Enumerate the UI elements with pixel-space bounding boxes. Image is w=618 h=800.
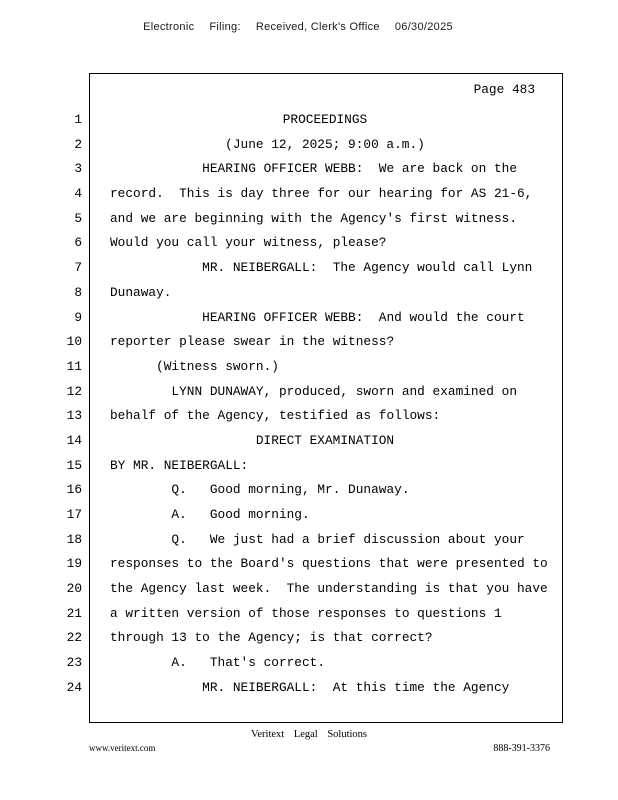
- efiling-stamp-word: Electronic: [143, 21, 195, 33]
- line-text: behalf of the Agency, testified as follows:: [110, 408, 441, 424]
- transcript-line: [0, 503, 618, 528]
- line-number: 22: [66, 630, 82, 646]
- transcript-lines: [0, 108, 618, 701]
- transcript-line: [0, 207, 618, 232]
- footer-brand: Veritext Legal Solutions: [250, 729, 368, 740]
- transcript-line: [0, 528, 618, 553]
- transcript-line: [0, 429, 618, 454]
- line-number: 13: [66, 408, 82, 424]
- line-text: Q. We just had a brief discussion about your: [110, 531, 525, 547]
- line-number: 14: [66, 432, 82, 448]
- line-text: Would you call your witness, please?: [110, 235, 387, 251]
- line-number: 16: [66, 482, 82, 498]
- line-number: 9: [74, 309, 82, 325]
- line-number: 15: [66, 457, 82, 473]
- transcript-line: [0, 133, 618, 158]
- line-number: 11: [66, 358, 82, 374]
- line-number: 18: [66, 531, 82, 547]
- line-text: LYNN DUNAWAY, produced, sworn and examined on: [110, 383, 518, 399]
- line-text: A. Good morning.: [110, 507, 310, 522]
- transcript-line: [0, 306, 618, 331]
- line-text: BY MR. NEIBERGALL:: [110, 457, 249, 473]
- line-number: 19: [66, 556, 82, 572]
- line-text: HEARING OFFICER WEBB: We are back on the: [110, 161, 518, 177]
- line-text: Q. Good morning, Mr. Dunaway.: [110, 482, 410, 498]
- transcript-line: [0, 157, 618, 182]
- line-number: 1: [74, 112, 82, 127]
- transcript-line: [0, 626, 618, 651]
- line-text: (June 12, 2025; 9:00 a.m.): [225, 136, 425, 152]
- line-text: reporter please swear in the witness?: [110, 334, 395, 350]
- transcript-line: [0, 454, 618, 479]
- transcript-line: [0, 330, 618, 355]
- line-number: 7: [74, 260, 82, 276]
- transcript-line: [0, 404, 618, 429]
- line-number: 20: [66, 581, 82, 597]
- transcript-line: [0, 256, 618, 281]
- line-text: Dunaway.: [110, 284, 172, 300]
- line-text: PROCEEDINGS: [282, 112, 368, 127]
- transcript-line: [0, 355, 618, 380]
- footer-phone: 888-391-3376: [493, 743, 550, 754]
- efiling-stamp: [0, 21, 618, 33]
- footer-row: [89, 743, 550, 754]
- transcript-line: [0, 108, 618, 133]
- footer-website: www.veritext.com: [89, 743, 156, 753]
- transcript-line: [0, 552, 618, 577]
- line-text: a written version of those responses to questions 1: [110, 605, 502, 621]
- line-text: record. This is day three for our hearing for AS 21-6,: [110, 186, 533, 202]
- line-text: HEARING OFFICER WEBB: And would the court: [110, 309, 525, 325]
- line-text: DIRECT EXAMINATION: [255, 432, 395, 448]
- page-number-label: Page 483: [473, 82, 535, 97]
- transcript-line: [0, 651, 618, 676]
- line-number: 23: [66, 655, 82, 671]
- efiling-stamp-word: Filing:: [209, 21, 241, 33]
- line-text: (Witness sworn.): [110, 358, 279, 374]
- line-number: 10: [66, 334, 82, 350]
- line-number: 21: [66, 605, 82, 621]
- line-number: 3: [74, 161, 82, 177]
- line-text: A. That's correct.: [110, 655, 326, 671]
- line-text: through 13 to the Agency; is that correct?: [110, 630, 433, 646]
- transcript-line: [0, 478, 618, 503]
- transcript-line: [0, 676, 618, 701]
- line-number: 17: [66, 507, 82, 522]
- line-number: 4: [74, 186, 82, 202]
- line-text: and we are beginning with the Agency's first witness.: [110, 210, 518, 226]
- line-number: 5: [74, 210, 82, 226]
- efiling-stamp-date: 06/30/2025: [394, 21, 453, 33]
- efiling-stamp-word: Received, Clerk's Office: [255, 21, 380, 33]
- line-text: MR. NEIBERGALL: At this time the Agency: [110, 679, 510, 695]
- transcript-line: [0, 281, 618, 306]
- line-text: responses to the Board's questions that were presented to: [110, 556, 548, 572]
- line-number: 8: [74, 284, 82, 300]
- transcript-line: [0, 182, 618, 207]
- line-text: the Agency last week. The understanding is that you have: [110, 581, 548, 597]
- transcript-line: [0, 602, 618, 627]
- line-number: 6: [74, 235, 82, 251]
- transcript-line: [0, 380, 618, 405]
- line-number: 12: [66, 383, 82, 399]
- transcript-line: [0, 577, 618, 602]
- transcript-line: [0, 231, 618, 256]
- line-number: 2: [74, 136, 82, 152]
- line-number: 24: [66, 679, 82, 695]
- line-text: MR. NEIBERGALL: The Agency would call Lynn: [110, 260, 533, 276]
